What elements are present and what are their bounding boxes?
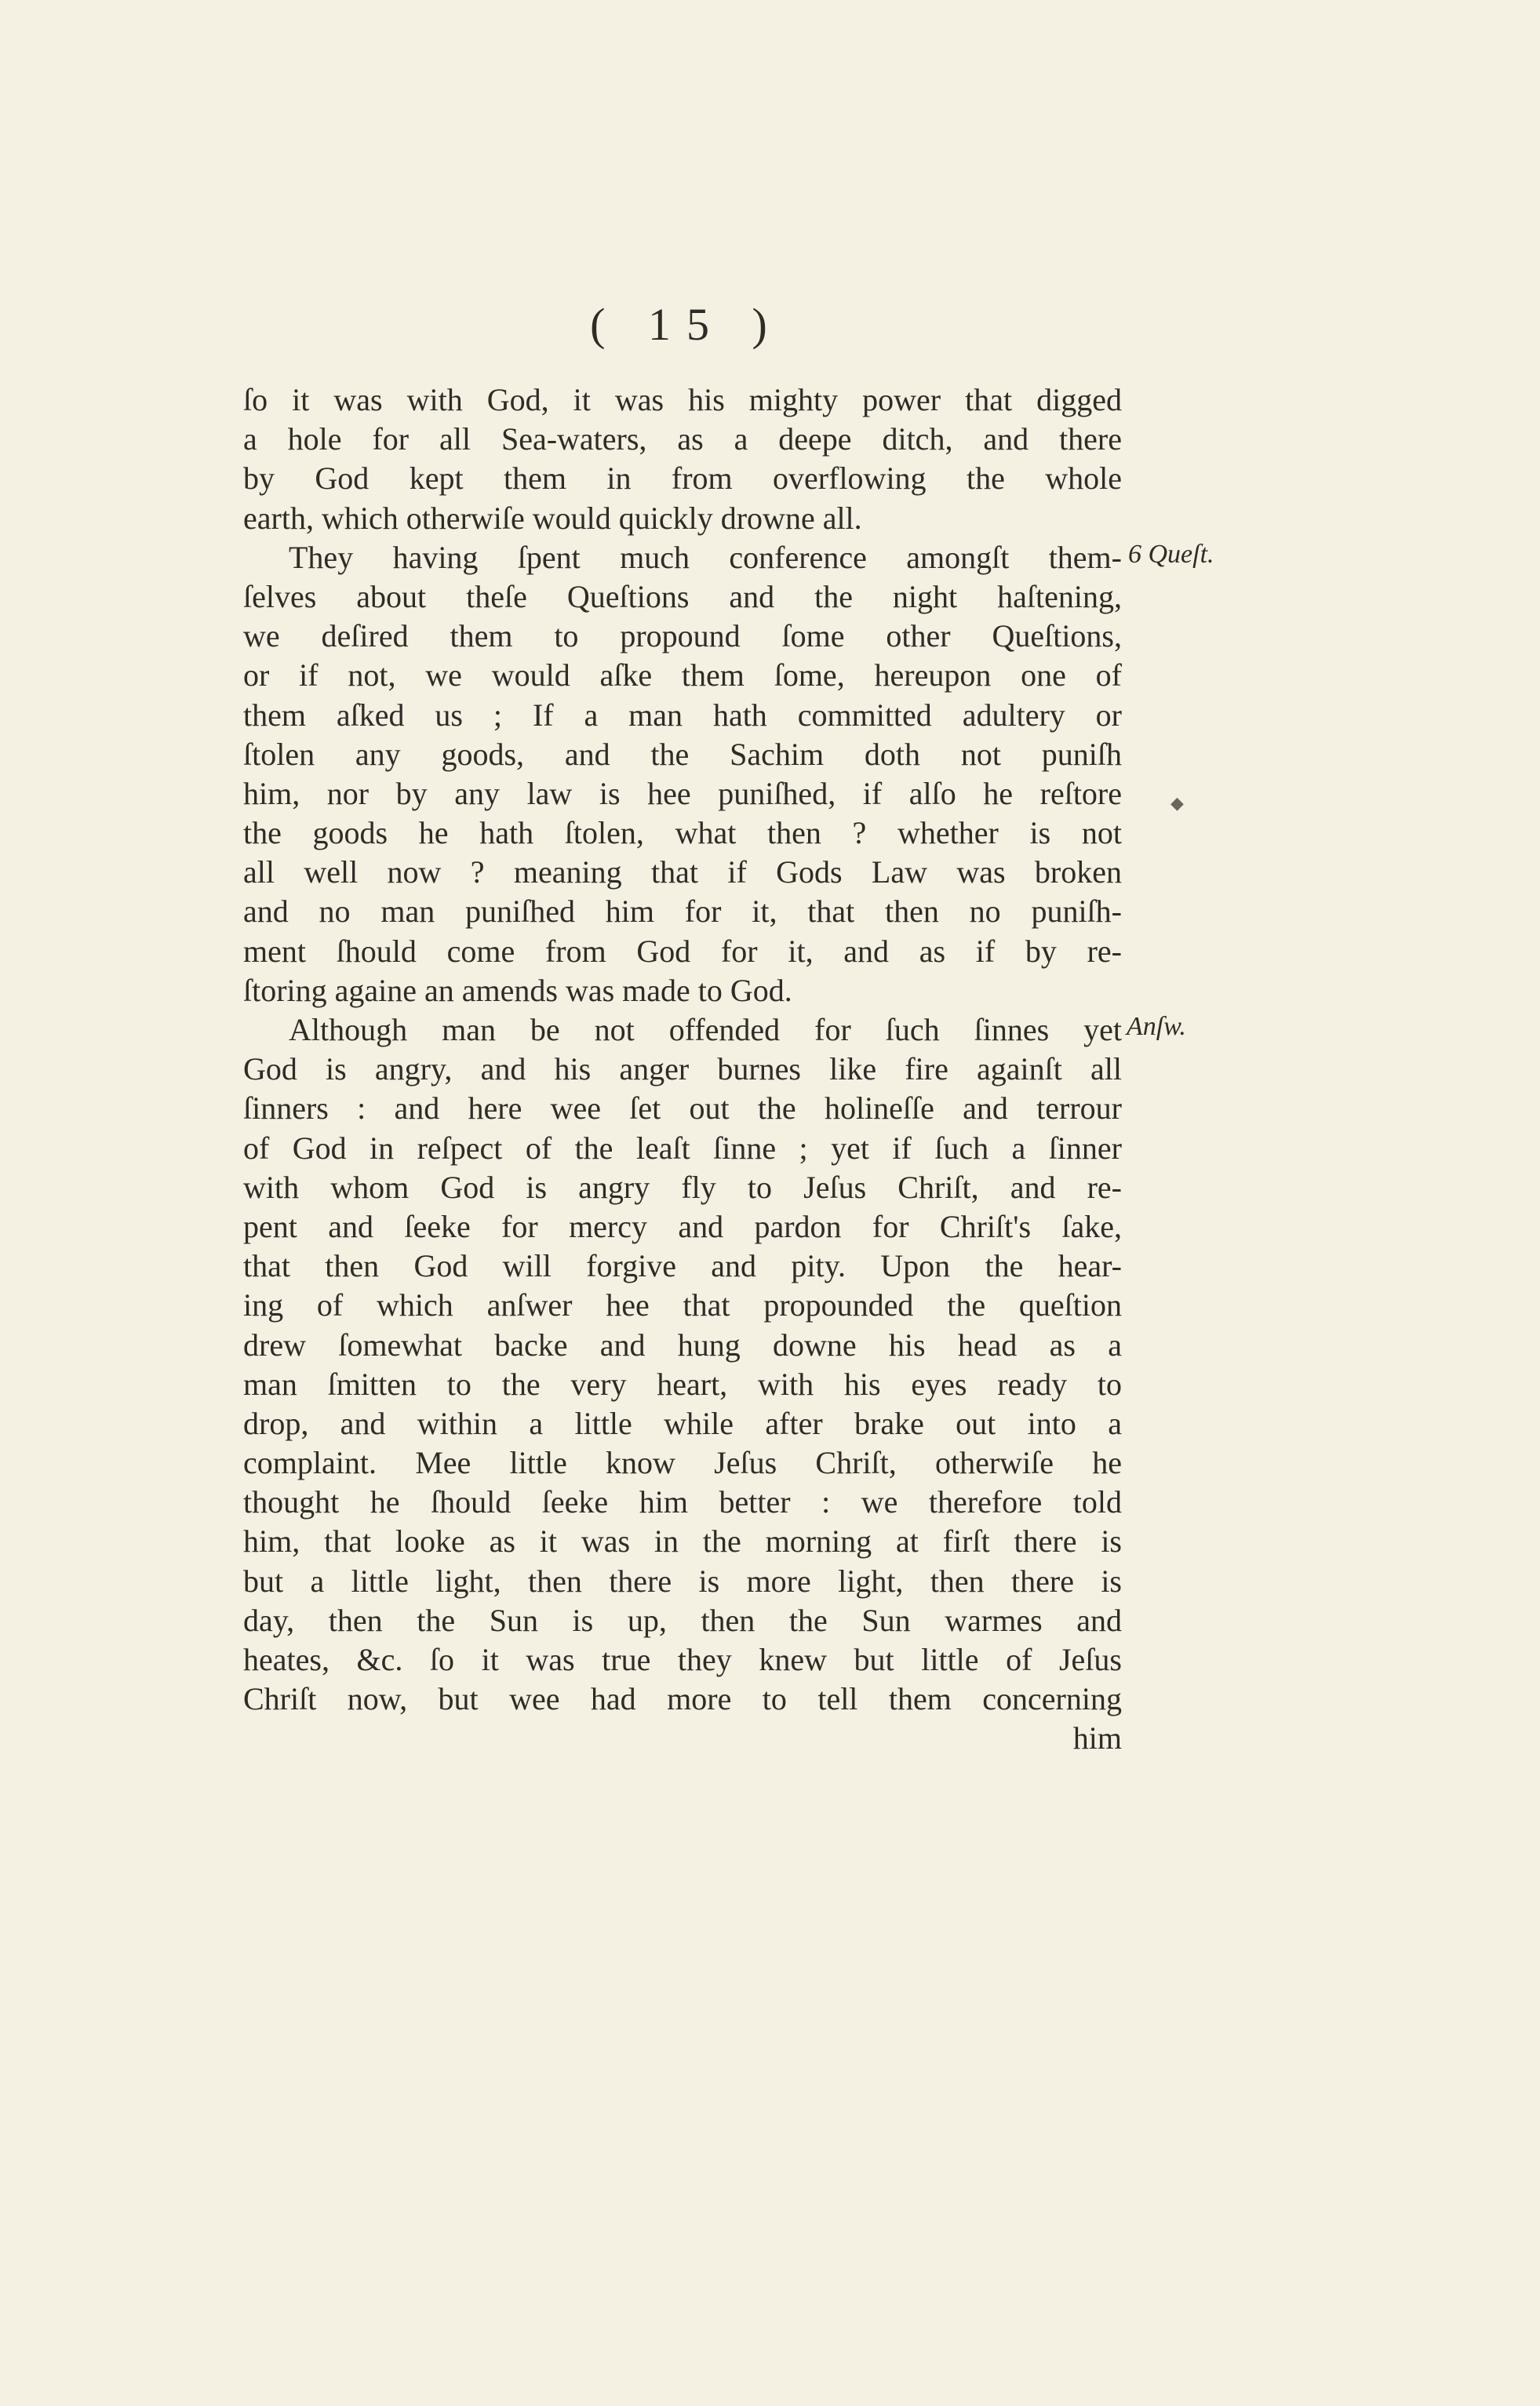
text-line: earth, which otherwiſe would quickly drowne all. [243,500,862,536]
text-line: ing of which anſwer hee that propounded the queſtion [243,1287,1122,1323]
text-line: ſtolen any goods, and the Sachim doth not puniſh [243,736,1122,772]
text-line: ſo it was with God, it was his mighty power that digged [243,382,1122,417]
text-line: by God kept them in from overflowing the whole [243,460,1122,497]
margin-note-answer: Anſw. [1127,1012,1186,1041]
text-line: God is angry, and his anger burnes like fire againſt all [243,1051,1122,1087]
text-line: They having ſpent much conference amongſt them- [289,539,1122,575]
body-text [243,380,1122,1759]
text-line: ment ſhould come from God for it, and as if by re- [243,933,1122,969]
text-line: thought he ſhould ſeeke him better : we therefore told [243,1484,1122,1520]
text-line: we deſired them to propound ſome other Queſtions, [243,618,1122,654]
text-line: Although man be not offended for ſuch ſinnes yet [289,1012,1122,1047]
text-line: the goods he hath ſtolen, what then ? whether is not [243,815,1122,851]
text-line: heates, &c. ſo it was true they knew but little of Jeſus [243,1642,1122,1677]
text-line: drew ſomewhat backe and hung downe his head as a [243,1327,1122,1363]
text-line: drop, and within a little while after brake out into a [243,1405,1122,1441]
text-line: ſelves about theſe Queſtions and the night haſtening, [243,578,1122,614]
text-line: man ſmitten to the very heart, with his eyes ready to [243,1366,1122,1402]
text-line: them aſked us ; If a man hath committed adultery or [243,697,1122,733]
text-line: all well now ? meaning that if Gods Law was broken [243,854,1122,890]
text-line: and no man puniſhed him for it, that then no puniſh- [243,894,1122,930]
printer-mark-icon: ◆ [1170,794,1184,814]
text-line: him, that looke as it was in the morning at firſt there is [243,1523,1122,1560]
catchword: him [1072,1720,1122,1756]
text-line: day, then the Sun is up, then the Sun warmes and [243,1602,1122,1638]
text-line: him, nor by any law is hee puniſhed, if alſo he reſtore [243,775,1122,811]
margin-note-question: 6 Queſt. [1128,540,1214,569]
text-line: a hole for all Sea-waters, as a deepe ditch, and there [243,421,1122,457]
page-number: ( 15 ) [590,299,783,350]
text-line: pent and ſeeke for mercy and pardon for Chriſt's ſake, [243,1208,1122,1244]
text-line: but a little light, then there is more light, then there is [243,1563,1122,1599]
text-line: that then God will forgive and pity. Upon the hear- [243,1248,1122,1284]
text-line: or if not, we would aſke them ſome, hereupon one of [243,657,1122,693]
text-line: complaint. Mee little know Jeſus Chriſt, otherwiſe he [243,1445,1122,1481]
text-line: Chriſt now, but wee had more to tell them concerning [243,1681,1122,1717]
text-line: with whom God is angry fly to Jeſus Chriſt, and re- [243,1169,1122,1205]
text-line: ſinners : and here wee ſet out the holineſſe and terrour [243,1090,1122,1127]
text-line: of God in reſpect of the leaſt ſinne ; yet if ſuch a ſinner [243,1130,1122,1166]
text-line: ſtoring againe an amends was made to God. [243,972,792,1008]
